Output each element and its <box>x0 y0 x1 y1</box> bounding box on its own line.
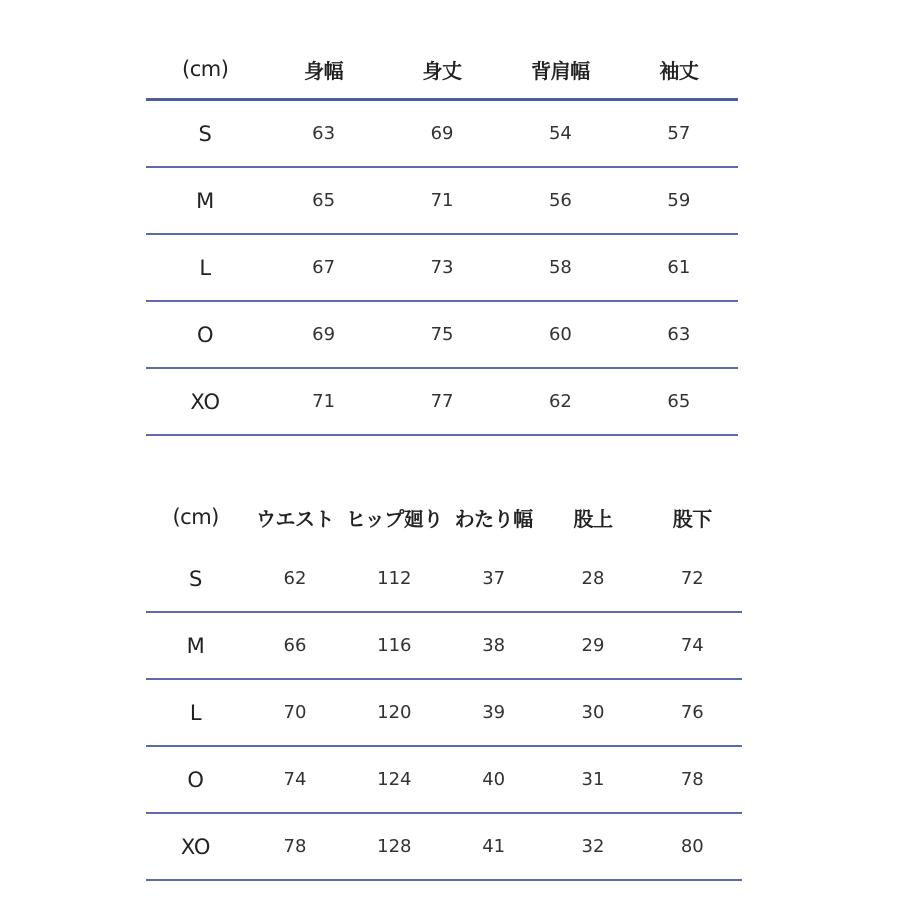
value-cell: 58 <box>548 257 572 278</box>
value-cell: 63 <box>667 324 691 345</box>
value-cell: 120 <box>377 702 412 723</box>
size-label: XO <box>190 389 220 414</box>
table-row <box>146 101 738 166</box>
value-cell: 71 <box>312 391 336 412</box>
value-cell: 74 <box>680 635 704 656</box>
value-cell: 65 <box>312 190 336 211</box>
bottoms-header-inseam: 股下 <box>672 506 712 531</box>
size-label: S <box>188 566 203 591</box>
size-label: L <box>189 700 202 725</box>
table-row <box>146 369 738 434</box>
value-cell: 62 <box>283 568 307 589</box>
size-label: S <box>198 121 212 146</box>
value-cell: 112 <box>377 568 412 589</box>
value-cell: 59 <box>667 190 691 211</box>
value-cell: 73 <box>430 257 454 278</box>
size-label: O <box>196 322 214 347</box>
bottoms-header-unit: (cm) <box>172 505 219 529</box>
size-label: O <box>187 767 204 792</box>
size-label: M <box>196 188 215 213</box>
value-cell: 38 <box>482 635 506 656</box>
value-cell: 74 <box>283 769 307 790</box>
value-cell: 61 <box>667 257 691 278</box>
table-row <box>146 546 742 611</box>
tops-header-body-width: 身幅 <box>304 58 344 83</box>
bottoms-header-hip: ヒップ廻り <box>345 506 443 531</box>
value-cell: 69 <box>430 123 454 144</box>
bottoms-header-rise: 股上 <box>573 506 613 531</box>
bottoms-size-table <box>146 488 742 881</box>
value-cell: 63 <box>312 123 336 144</box>
value-cell: 30 <box>581 702 605 723</box>
table-row <box>146 613 742 678</box>
value-cell: 40 <box>482 769 506 790</box>
value-cell: 39 <box>482 702 506 723</box>
size-label: XO <box>180 834 211 859</box>
value-cell: 78 <box>680 769 704 790</box>
value-cell: 37 <box>482 568 506 589</box>
value-cell: 31 <box>581 769 605 790</box>
value-cell: 65 <box>667 391 691 412</box>
table-row <box>146 747 742 812</box>
bottoms-header-row <box>146 488 742 546</box>
row-divider <box>146 434 738 436</box>
size-label: M <box>186 633 205 658</box>
value-cell: 67 <box>312 257 336 278</box>
table-row <box>146 235 738 300</box>
value-cell: 32 <box>581 836 605 857</box>
value-cell: 60 <box>548 324 572 345</box>
tops-header-unit: (cm) <box>182 57 229 81</box>
value-cell: 71 <box>430 190 454 211</box>
value-cell: 41 <box>482 836 506 857</box>
table-row <box>146 814 742 879</box>
bottoms-header-waist: ウエスト <box>255 506 334 531</box>
value-cell: 72 <box>680 568 704 589</box>
tops-header-body-length: 身丈 <box>422 58 462 83</box>
value-cell: 57 <box>667 123 691 144</box>
value-cell: 66 <box>283 635 307 656</box>
value-cell: 76 <box>680 702 704 723</box>
table-row <box>146 168 738 233</box>
table-row <box>146 680 742 745</box>
table-row <box>146 302 738 367</box>
value-cell: 128 <box>377 836 412 857</box>
value-cell: 124 <box>377 769 412 790</box>
value-cell: 28 <box>581 568 605 589</box>
value-cell: 116 <box>377 635 412 656</box>
tops-size-table <box>146 40 738 436</box>
value-cell: 70 <box>283 702 307 723</box>
value-cell: 80 <box>680 836 704 857</box>
tops-header-shoulder-width: 背肩幅 <box>531 58 590 83</box>
bottoms-header-thigh-width: わたり幅 <box>454 506 533 531</box>
value-cell: 75 <box>430 324 454 345</box>
value-cell: 54 <box>548 123 572 144</box>
tops-header-row <box>146 40 738 98</box>
tops-header-sleeve-length: 袖丈 <box>659 58 699 83</box>
value-cell: 77 <box>430 391 454 412</box>
size-label: L <box>199 255 212 280</box>
value-cell: 56 <box>548 190 572 211</box>
value-cell: 78 <box>283 836 307 857</box>
value-cell: 69 <box>312 324 336 345</box>
row-divider <box>146 879 742 881</box>
value-cell: 29 <box>581 635 605 656</box>
value-cell: 62 <box>548 391 572 412</box>
